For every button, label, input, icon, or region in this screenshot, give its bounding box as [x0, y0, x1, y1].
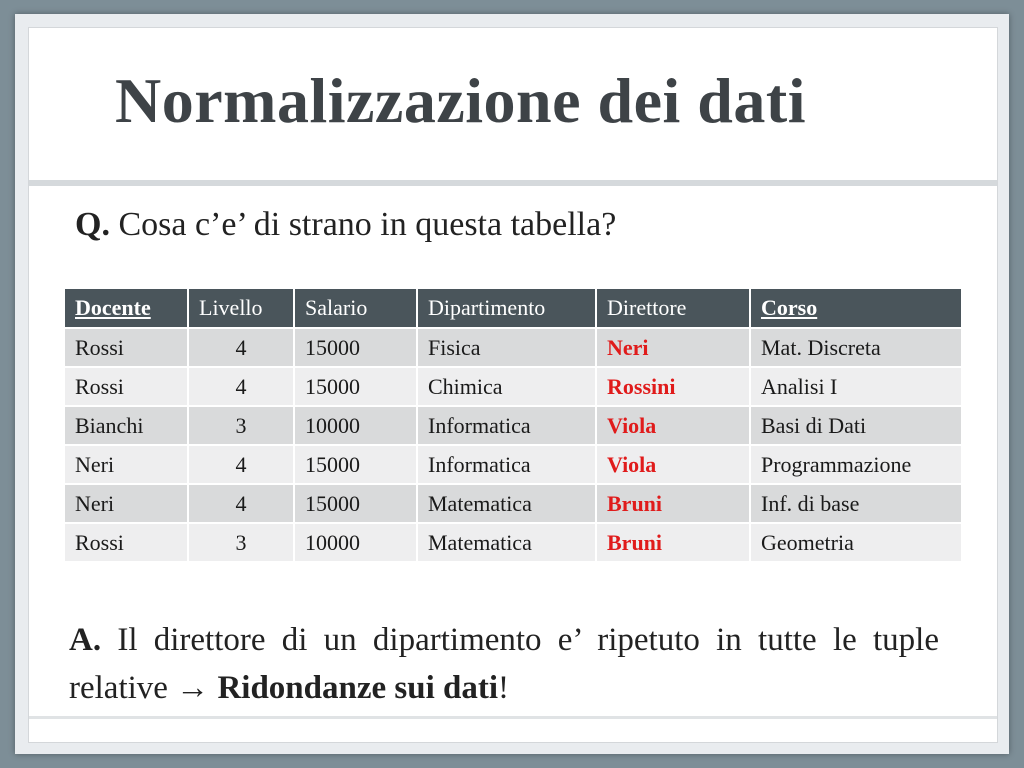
cell-salario: 15000	[294, 484, 417, 523]
cell-direttore: Bruni	[596, 484, 750, 523]
cell-livello: 4	[188, 367, 294, 406]
cell-docente: Rossi	[64, 367, 188, 406]
title-divider	[29, 180, 997, 186]
cell-livello: 3	[188, 523, 294, 562]
cell-direttore: Bruni	[596, 523, 750, 562]
cell-direttore: Viola	[596, 406, 750, 445]
header-corso: Corso	[750, 288, 962, 328]
question	[75, 206, 616, 244]
cell-dipartimento: Matematica	[417, 484, 596, 523]
answer-tail: !	[498, 670, 510, 706]
cell-salario: 15000	[294, 367, 417, 406]
cell-livello: 3	[188, 406, 294, 445]
cell-salario: 15000	[294, 445, 417, 484]
cell-salario: 10000	[294, 523, 417, 562]
answer	[69, 616, 939, 712]
header-direttore: Direttore	[596, 288, 750, 328]
footer-divider	[29, 716, 997, 719]
cell-salario: 10000	[294, 406, 417, 445]
cell-livello: 4	[188, 484, 294, 523]
table-row	[64, 367, 962, 406]
table-row	[64, 523, 962, 562]
cell-livello: 4	[188, 328, 294, 367]
header-docente: Docente	[64, 288, 188, 328]
cell-corso: Analisi I	[750, 367, 962, 406]
cell-corso: Geometria	[750, 523, 962, 562]
cell-direttore: Neri	[596, 328, 750, 367]
cell-dipartimento: Fisica	[417, 328, 596, 367]
answer-emphasis: Ridondanze sui dati	[217, 670, 499, 706]
cell-direttore: Viola	[596, 445, 750, 484]
cell-docente: Neri	[64, 484, 188, 523]
header-dipartimento: Dipartimento	[417, 288, 596, 328]
table-row	[64, 406, 962, 445]
cell-dipartimento: Informatica	[417, 445, 596, 484]
cell-dipartimento: Chimica	[417, 367, 596, 406]
table-row	[64, 445, 962, 484]
table-row	[64, 328, 962, 367]
question-label: Q.	[75, 206, 110, 243]
slide	[28, 27, 998, 743]
cell-dipartimento: Informatica	[417, 406, 596, 445]
cell-livello: 4	[188, 445, 294, 484]
cell-salario: 15000	[294, 328, 417, 367]
cell-corso: Mat. Discreta	[750, 328, 962, 367]
cell-docente: Rossi	[64, 523, 188, 562]
cell-dipartimento: Matematica	[417, 523, 596, 562]
cell-docente: Rossi	[64, 328, 188, 367]
header-salario: Salario	[294, 288, 417, 328]
relation-table	[63, 287, 963, 563]
cell-docente: Neri	[64, 445, 188, 484]
cell-direttore: Rossini	[596, 367, 750, 406]
table-header-row	[64, 288, 962, 328]
answer-text: Il direttore di un dipartimento e’ ripetuto in tutte le tuple relative	[69, 622, 939, 706]
cell-corso: Inf. di base	[750, 484, 962, 523]
slide-title: Normalizzazione dei dati	[115, 65, 806, 136]
arrow-icon: →	[176, 670, 210, 706]
table-row	[64, 484, 962, 523]
question-text: Cosa c’e’ di strano in questa tabella?	[118, 206, 617, 243]
cell-docente: Bianchi	[64, 406, 188, 445]
header-livello: Livello	[188, 288, 294, 328]
answer-label: A.	[69, 622, 102, 658]
cell-corso: Programmazione	[750, 445, 962, 484]
cell-corso: Basi di Dati	[750, 406, 962, 445]
